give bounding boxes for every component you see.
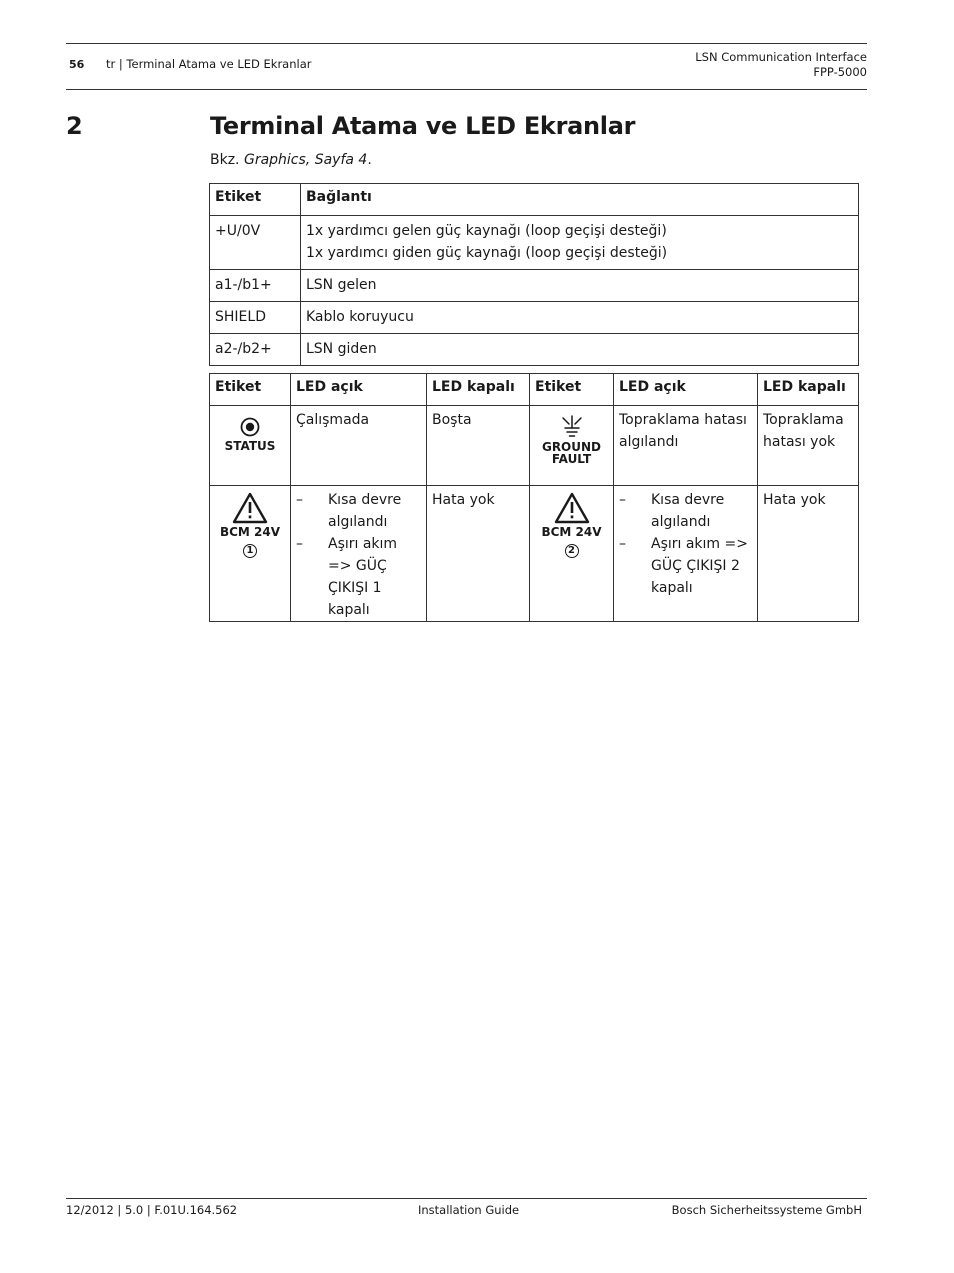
- led-off-text: Hata yok: [427, 486, 530, 622]
- chapter-title: Terminal Atama ve LED Ekranlar: [210, 112, 636, 140]
- table-row: [210, 270, 859, 302]
- table-row: [210, 302, 859, 334]
- terminal-connection: LSN giden: [301, 334, 859, 366]
- terminal-connection: [301, 216, 859, 270]
- status-led-icon: [239, 416, 261, 438]
- terminal-label: a2-/b2+: [210, 334, 301, 366]
- header-section: tr | Terminal Atama ve LED Ekranlar: [106, 57, 312, 71]
- warning-triangle-icon: [554, 492, 590, 524]
- bcm2-label-cell: [530, 486, 614, 622]
- terminal-connection: LSN gelen: [301, 270, 859, 302]
- connection-line: 1x yardımcı gelen güç kaynağı (loop geçişi desteği): [306, 223, 667, 239]
- led-on-list: [296, 489, 421, 621]
- terminal-label: a1-/b1+: [210, 270, 301, 302]
- col-led-on: LED açık: [614, 374, 758, 406]
- header-top-rule: [66, 43, 867, 44]
- ground-fault-label-line2: FAULT: [551, 452, 592, 466]
- chapter-number: 2: [66, 112, 83, 140]
- table-row: [210, 216, 859, 270]
- page-number: 56: [69, 58, 85, 71]
- ref-prefix: Bkz.: [210, 152, 244, 168]
- ref-link[interactable]: Graphics, Sayfa 4: [243, 152, 368, 168]
- list-item: – Kısa devre algılandı: [619, 489, 752, 533]
- bcm1-label-cell: [210, 486, 291, 622]
- col-led-on: LED açık: [291, 374, 427, 406]
- bcm1-icon-label: BCM 24V: [219, 525, 281, 539]
- col-baglanti: Bağlantı: [301, 184, 859, 216]
- table-row: [210, 334, 859, 366]
- cross-reference: [210, 152, 372, 168]
- col-led-off: LED kapalı: [427, 374, 530, 406]
- status-icon-label: STATUS: [224, 439, 276, 453]
- led-on-list-cell: [291, 486, 427, 622]
- list-item: – Kısa devre algılandı: [296, 489, 421, 533]
- terminal-connection: Kablo koruyucu: [301, 302, 859, 334]
- header-product-line1: LSN Communication Interface: [695, 50, 867, 64]
- warning-triangle-icon: [232, 492, 268, 524]
- circled-number: 1: [243, 544, 257, 558]
- footer-center: Installation Guide: [418, 1203, 520, 1217]
- table-row: [210, 406, 859, 486]
- col-led-off: LED kapalı: [758, 374, 859, 406]
- list-item: – Aşırı akım => GÜÇ ÇIKIŞI 2 kapalı: [619, 533, 752, 599]
- led-table: [209, 373, 859, 622]
- circled-number: 2: [565, 544, 579, 558]
- col-etiket: Etiket: [210, 184, 301, 216]
- bcm2-icon-label: BCM 24V: [541, 525, 602, 539]
- header-product: [695, 50, 867, 80]
- footer-left: 12/2012 | 5.0 | F.01U.164.562: [66, 1203, 238, 1217]
- led-on-text: Çalışmada: [291, 406, 427, 486]
- list-item: – Aşırı akım => GÜÇ ÇIKIŞI 1 kapalı: [296, 533, 421, 621]
- ground-fault-icon: [560, 414, 584, 440]
- ground-fault-label-line1: GROUND: [541, 440, 602, 454]
- col-etiket: Etiket: [530, 374, 614, 406]
- footer-right: Bosch Sicherheitssysteme GmbH: [671, 1203, 862, 1217]
- led-on-list-cell: [614, 486, 758, 622]
- terminal-label: SHIELD: [210, 302, 301, 334]
- footer-rule: [66, 1198, 867, 1199]
- terminal-label: +U/0V: [210, 216, 301, 270]
- ref-suffix: .: [367, 152, 372, 168]
- led-off-text: Topraklama hatası yok: [758, 406, 859, 486]
- led-off-text: Hata yok: [758, 486, 859, 622]
- header-bottom-rule: [66, 89, 867, 90]
- led-on-list: [619, 489, 752, 599]
- led-on-text: Topraklama hatası algılandı: [614, 406, 758, 486]
- col-etiket: Etiket: [210, 374, 291, 406]
- header-product-line2: FPP-5000: [813, 65, 867, 79]
- terminal-table: [209, 183, 859, 366]
- table-row: [210, 486, 859, 622]
- led-table-header: [210, 374, 859, 406]
- connection-line: 1x yardımcı giden güç kaynağı (loop geçişi desteği): [306, 245, 668, 261]
- led-off-text: Boşta: [427, 406, 530, 486]
- terminal-table-header: [210, 184, 859, 216]
- ground-fault-label-cell: [530, 406, 614, 486]
- status-label-cell: [210, 406, 291, 486]
